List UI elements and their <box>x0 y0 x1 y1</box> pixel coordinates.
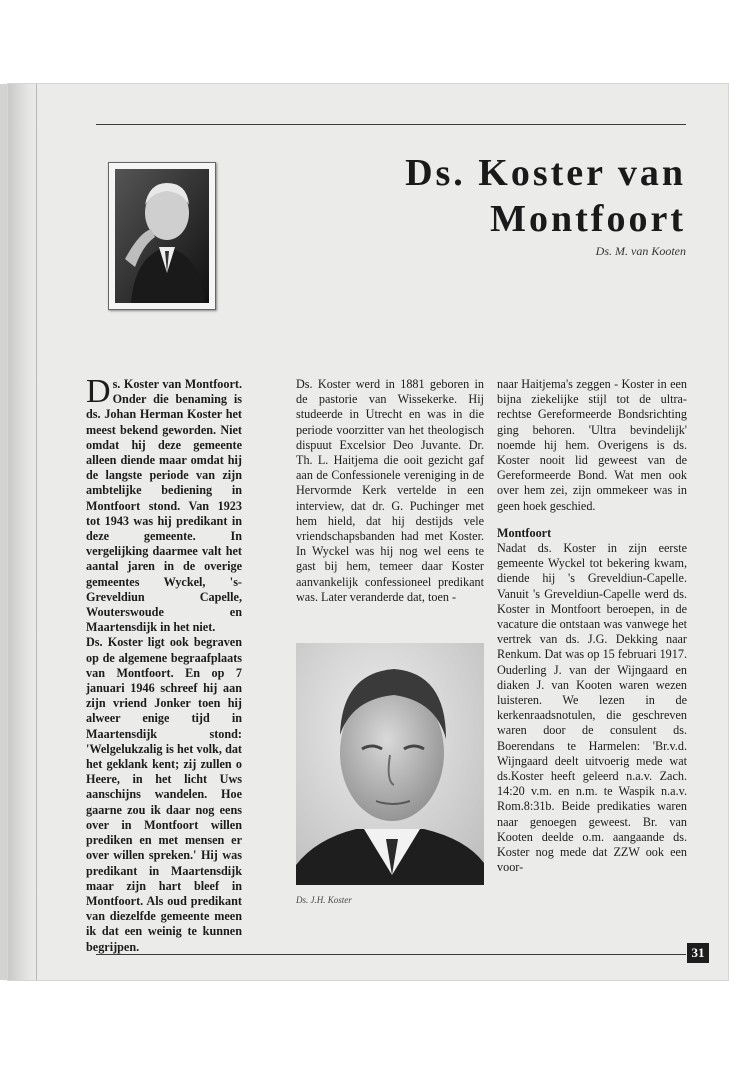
portrait-small-illustration <box>109 163 215 309</box>
portrait-large-illustration <box>296 643 484 885</box>
body-column-2 <box>296 377 484 605</box>
article-title <box>266 150 686 242</box>
article-title-line2: Montfoort <box>490 198 686 240</box>
page-binding <box>8 84 38 980</box>
article-title-line1: Ds. Koster van <box>405 152 686 194</box>
page-edge-shadow <box>0 84 8 980</box>
portrait-photo-small <box>108 162 216 310</box>
photo-caption: Ds. J.H. Koster <box>296 895 352 905</box>
spine-line <box>36 84 37 980</box>
column3-paragraph-1: naar Haitjema's zeggen - Koster in een bijna ziekelijke stijl tot de ultra-rechtse Gereformeerde Bondsrichting ging behoren. 'Ultra bevindelijk' noemde hij hem. Overigens is ds. Koster nooit lid geweest van de Gereformeerde Bond. Wat men ook over hem zei, zijn ommekeer was in geen hoek geschied. <box>497 377 687 513</box>
intro-paragraph-1: s. Koster van Montfoort. Onder die benaming is ds. Johan Herman Koster het meest bekend geworden. Niet omdat hij deze gemeente alleen diende maar omdat hij de langste periode van zijn ambtelijke bediening in Montfoort stond. Van 1923 tot 1943 was hij predikant in deze gemeente. In vergelijking daarmee valt het aantal jaren in de overige gemeentes Wyckel, 's-Greveldiun Capelle, Wouterswoude en Maartensdijk in het niet. <box>86 377 242 635</box>
intro-column <box>86 373 242 955</box>
bottom-rule <box>96 954 686 955</box>
column3-paragraph-2: Nadat ds. Koster in zijn eerste gemeente Wyckel tot bekering kwam, diende hij 's Greveldiun-Capelle. Vanuit 's Greveldiun-Capelle werd ds. Koster in Montfoort beroepen, in de vacature die ontstaan was vanwege het vertrek van ds. J.G. Dekking naar Renkum. Dat was op 15 februari 1917. Ouderling J. van der Wijngaard en diaken J. van Kooten waren wezen luisteren. We lezen in de kerkenraadsnotulen, die geschreven waren door de consulent ds. Boerendans te Harmelen: 'Br.v.d. Wijngaard deelt uitvoerig mede wat ds.Koster heeft geleerd n.a.v. Zach. 14:20 v.m. en n.m. te Waspik n.a.v. Rom.8:31b. Beide predikaties waren naar genoegen geweest. Br. van Kooten deelde o.m. aangaande ds. Koster nog mede dat ZZW ook een voor- <box>497 541 687 875</box>
body-column-3 <box>497 377 687 876</box>
drop-cap: D <box>86 373 111 410</box>
article-author: Ds. M. van Kooten <box>595 244 686 258</box>
column2-paragraph: Ds. Koster werd in 1881 geboren in de pastorie van Wissekerke. Hij studeerde in Utrecht en was in die periode voorzitter van het theologisch dispuut Excelsior Deo Juvante. Dr. Th. L. Haitjema die ooit gezicht gaf aan de Confessionele vereniging in de Hervormde Kerk vertelde in een interview, dat dr. G. Puchinger met hem hield, dat hij destijds vele vriendschapsbanden had met Koster. In Wyckel was hij nog wel eens te gast bij hem, temeer daar Koster aanvankelijk confessioneel predikant was. Later veranderde dat, toen - <box>296 377 484 604</box>
section-heading-montfoort: Montfoort <box>497 525 552 540</box>
intro-paragraph-2: Ds. Koster ligt ook begraven op de algemene begraafplaats van Montfoort. En op 7 januari 1946 schreef hij aan zijn vriend Jonker toen hij alweer enige tijd in Maartensdijk stond: 'Welgelukzalig is het volk, dat het geklank kent; zij zullen o Heere, in het licht Uws aanschijns wandelen. Hoe gaarne zou ik daar nog eens over in Montfoort willen prediken en met mensen er over willen spreken.' Hij was predikant in Maartensdijk maar zijn hart bleef in Montfoort. Als oud predikant van diezelfde gemeente meen ik dat een weinig te kunnen begrijpen. <box>86 635 242 954</box>
portrait-photo-large <box>296 643 484 885</box>
page-number: 31 <box>687 943 709 963</box>
top-rule <box>96 124 686 125</box>
